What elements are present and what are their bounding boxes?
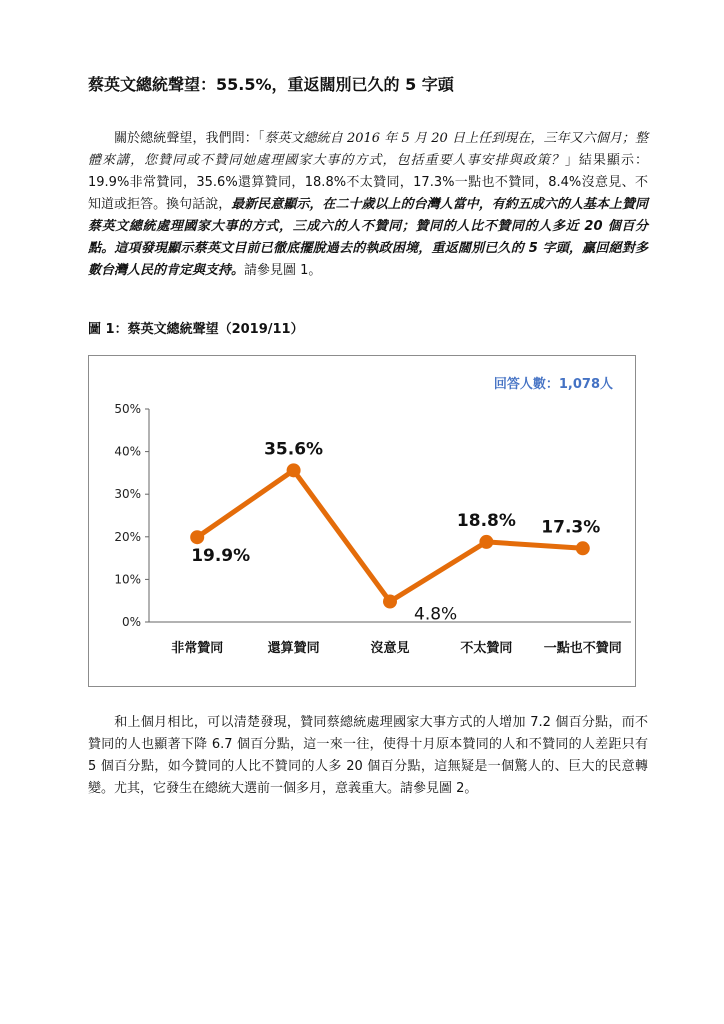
intro-lead: 關於總統聲望，我們問：「	[114, 131, 265, 146]
x-category-label: 沒意見	[370, 641, 410, 656]
data-label: 4.8%	[414, 604, 458, 625]
data-point-marker	[383, 595, 397, 609]
chart-frame	[88, 355, 636, 687]
line-chart	[89, 356, 635, 686]
data-label: 35.6%	[264, 439, 324, 460]
paragraph-comparison	[88, 712, 648, 800]
data-point-marker	[576, 541, 590, 555]
emphasis-text: 最新民意顯示，在二十歲以上的台灣人當中，有約五成六的人基本上贊同蔡英文總統處理國家大事的方式，三成六的人不贊同；贊同的人比不贊同的人多近 20 個百分點。這項發現顯示蔡英文目前已徹底擺脫過去的執政困境，重返闊別已久的 5 字頭，贏回絕對多數台灣人民的肯定與支持。	[88, 197, 648, 278]
y-tick-label: 40%	[114, 444, 141, 459]
y-tick-label: 10%	[114, 572, 141, 587]
figure-caption: 圖 1：蔡英文總統聲望（2019/11）	[88, 322, 304, 337]
x-category-label: 非常贊同	[171, 641, 224, 656]
x-category-label: 不太贊同	[460, 641, 513, 656]
x-category-label: 一點也不贊同	[543, 641, 622, 656]
data-point-marker	[287, 463, 301, 477]
data-point-marker	[479, 535, 493, 549]
paragraph-intro	[88, 128, 648, 282]
intro-tail: 請參見圖 1。	[244, 263, 322, 278]
x-category-label: 還算贊同	[267, 641, 320, 656]
page-title: 蔡英文總統聲望：55.5%，重返闊別已久的 5 字頭	[88, 75, 454, 94]
data-label: 17.3%	[541, 517, 601, 538]
question-close: 」	[564, 153, 579, 168]
data-point-marker	[190, 530, 204, 544]
data-label: 19.9%	[191, 546, 251, 567]
survey-question: 蔡英文總統自 2016 年 5 月 20 日上任到現在，三年又六個月；整體來講，您贊同或不贊同她處理國家大事的方式，包括重要人事安排與政策？	[88, 131, 648, 168]
y-tick-label: 20%	[114, 529, 141, 544]
results-text: 結果顯示：19.9%非常贊同，35.6%還算贊同，18.8%不太贊同，17.3%一點也不贊同，8.4%沒意見、不知道或拒答。換句話說，	[88, 153, 648, 212]
series-line	[197, 470, 583, 601]
y-tick-label: 0%	[121, 615, 141, 629]
respondent-count: 回答人數：1,078人	[493, 377, 613, 392]
y-tick-label: 30%	[114, 487, 141, 502]
data-label: 18.8%	[456, 510, 516, 531]
y-tick-label: 50%	[114, 402, 141, 416]
comparison-text: 和上個月相比，可以清楚發現，贊同蔡總統處理國家大事方式的人增加 7.2 個百分點，而不贊同的人也顯著下降 6.7 個百分點，這一來一往，使得十月原本贊同的人和不贊同的人差距只有 5 個百分點，如今贊同的人比不贊同的人多 20 個百分點，這無疑是一個驚人的、巨大的民意轉變。尤其，它發生在總統大選前一個多月，意義重大。請參見圖 2。	[88, 715, 648, 796]
